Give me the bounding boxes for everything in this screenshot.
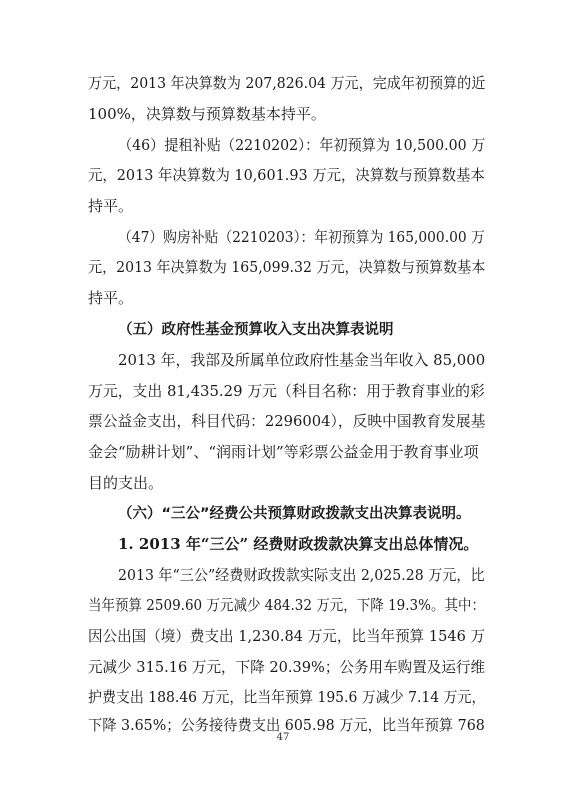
text-line: 万元，支出 81,435.29 万元（科目名称：用于教育事业的彩 xyxy=(88,382,485,400)
text-line: 票公益金支出，科目代码：2296004），反映中国教育发展基 xyxy=(88,412,486,430)
text-line: 护费支出 188.46 万元，比当年预算 195.6 万减少 7.14 万元， xyxy=(88,688,486,706)
section-heading: （五）政府性基金预算收入支出决算表说明 xyxy=(118,322,394,338)
text-line: 当年预算 2509.60 万元减少 484.32 万元，下降 19.3%。其中： xyxy=(88,596,486,614)
text-line: 2013 年，我部及所属单位政府性基金当年收入 85,000 xyxy=(118,351,486,369)
page-number: 47 xyxy=(276,732,290,743)
text-line: 金会“励耕计划”、“润雨计划”等彩票公益金用于教育事业项 xyxy=(88,443,479,461)
text-line: （46）提租补贴（2210202）：年初预算为 10,500.00 万 xyxy=(118,136,486,154)
text-line: 目的支出。 xyxy=(88,474,164,492)
text-line: 元，2013 年决算数为 165,099.32 万元，决算数与预算数基本 xyxy=(88,258,486,276)
text-line: 持平。 xyxy=(88,197,134,215)
text-line: （47）购房补贴（2210203）：年初预算为 165,000.00 万 xyxy=(118,228,485,246)
text-line: 元，2013 年决算数为 10,601.93 万元，决算数与预算数基本 xyxy=(88,166,485,184)
text-line: 持平。 xyxy=(88,289,134,307)
text-line: 万元，2013 年决算数为 207,826.04 万元，完成年初预算的近 xyxy=(88,74,486,92)
subsection-heading: 1. 2013 年“三公” 经费财政拨款决算支出总体情况。 xyxy=(118,535,479,553)
text-line: 100%，决算数与预算数基本持平。 xyxy=(88,105,326,123)
text-line: 下降 3.65%；公务接待费支出 605.98 万元，比当年预算 768 xyxy=(88,716,485,734)
text-line: 元减少 315.16 万元，下降 20.39%；公务用车购置及运行维 xyxy=(88,658,486,676)
text-line: 2013 年“三公”经费财政拨款实际支出 2,025.28 万元，比 xyxy=(118,566,485,584)
section-heading: （六）“三公”经费公共预算财政拨款支出决算表说明。 xyxy=(118,506,471,522)
text-line: 因公出国（境）费支出 1,230.84 万元，比当年预算 1546 万 xyxy=(88,627,486,645)
